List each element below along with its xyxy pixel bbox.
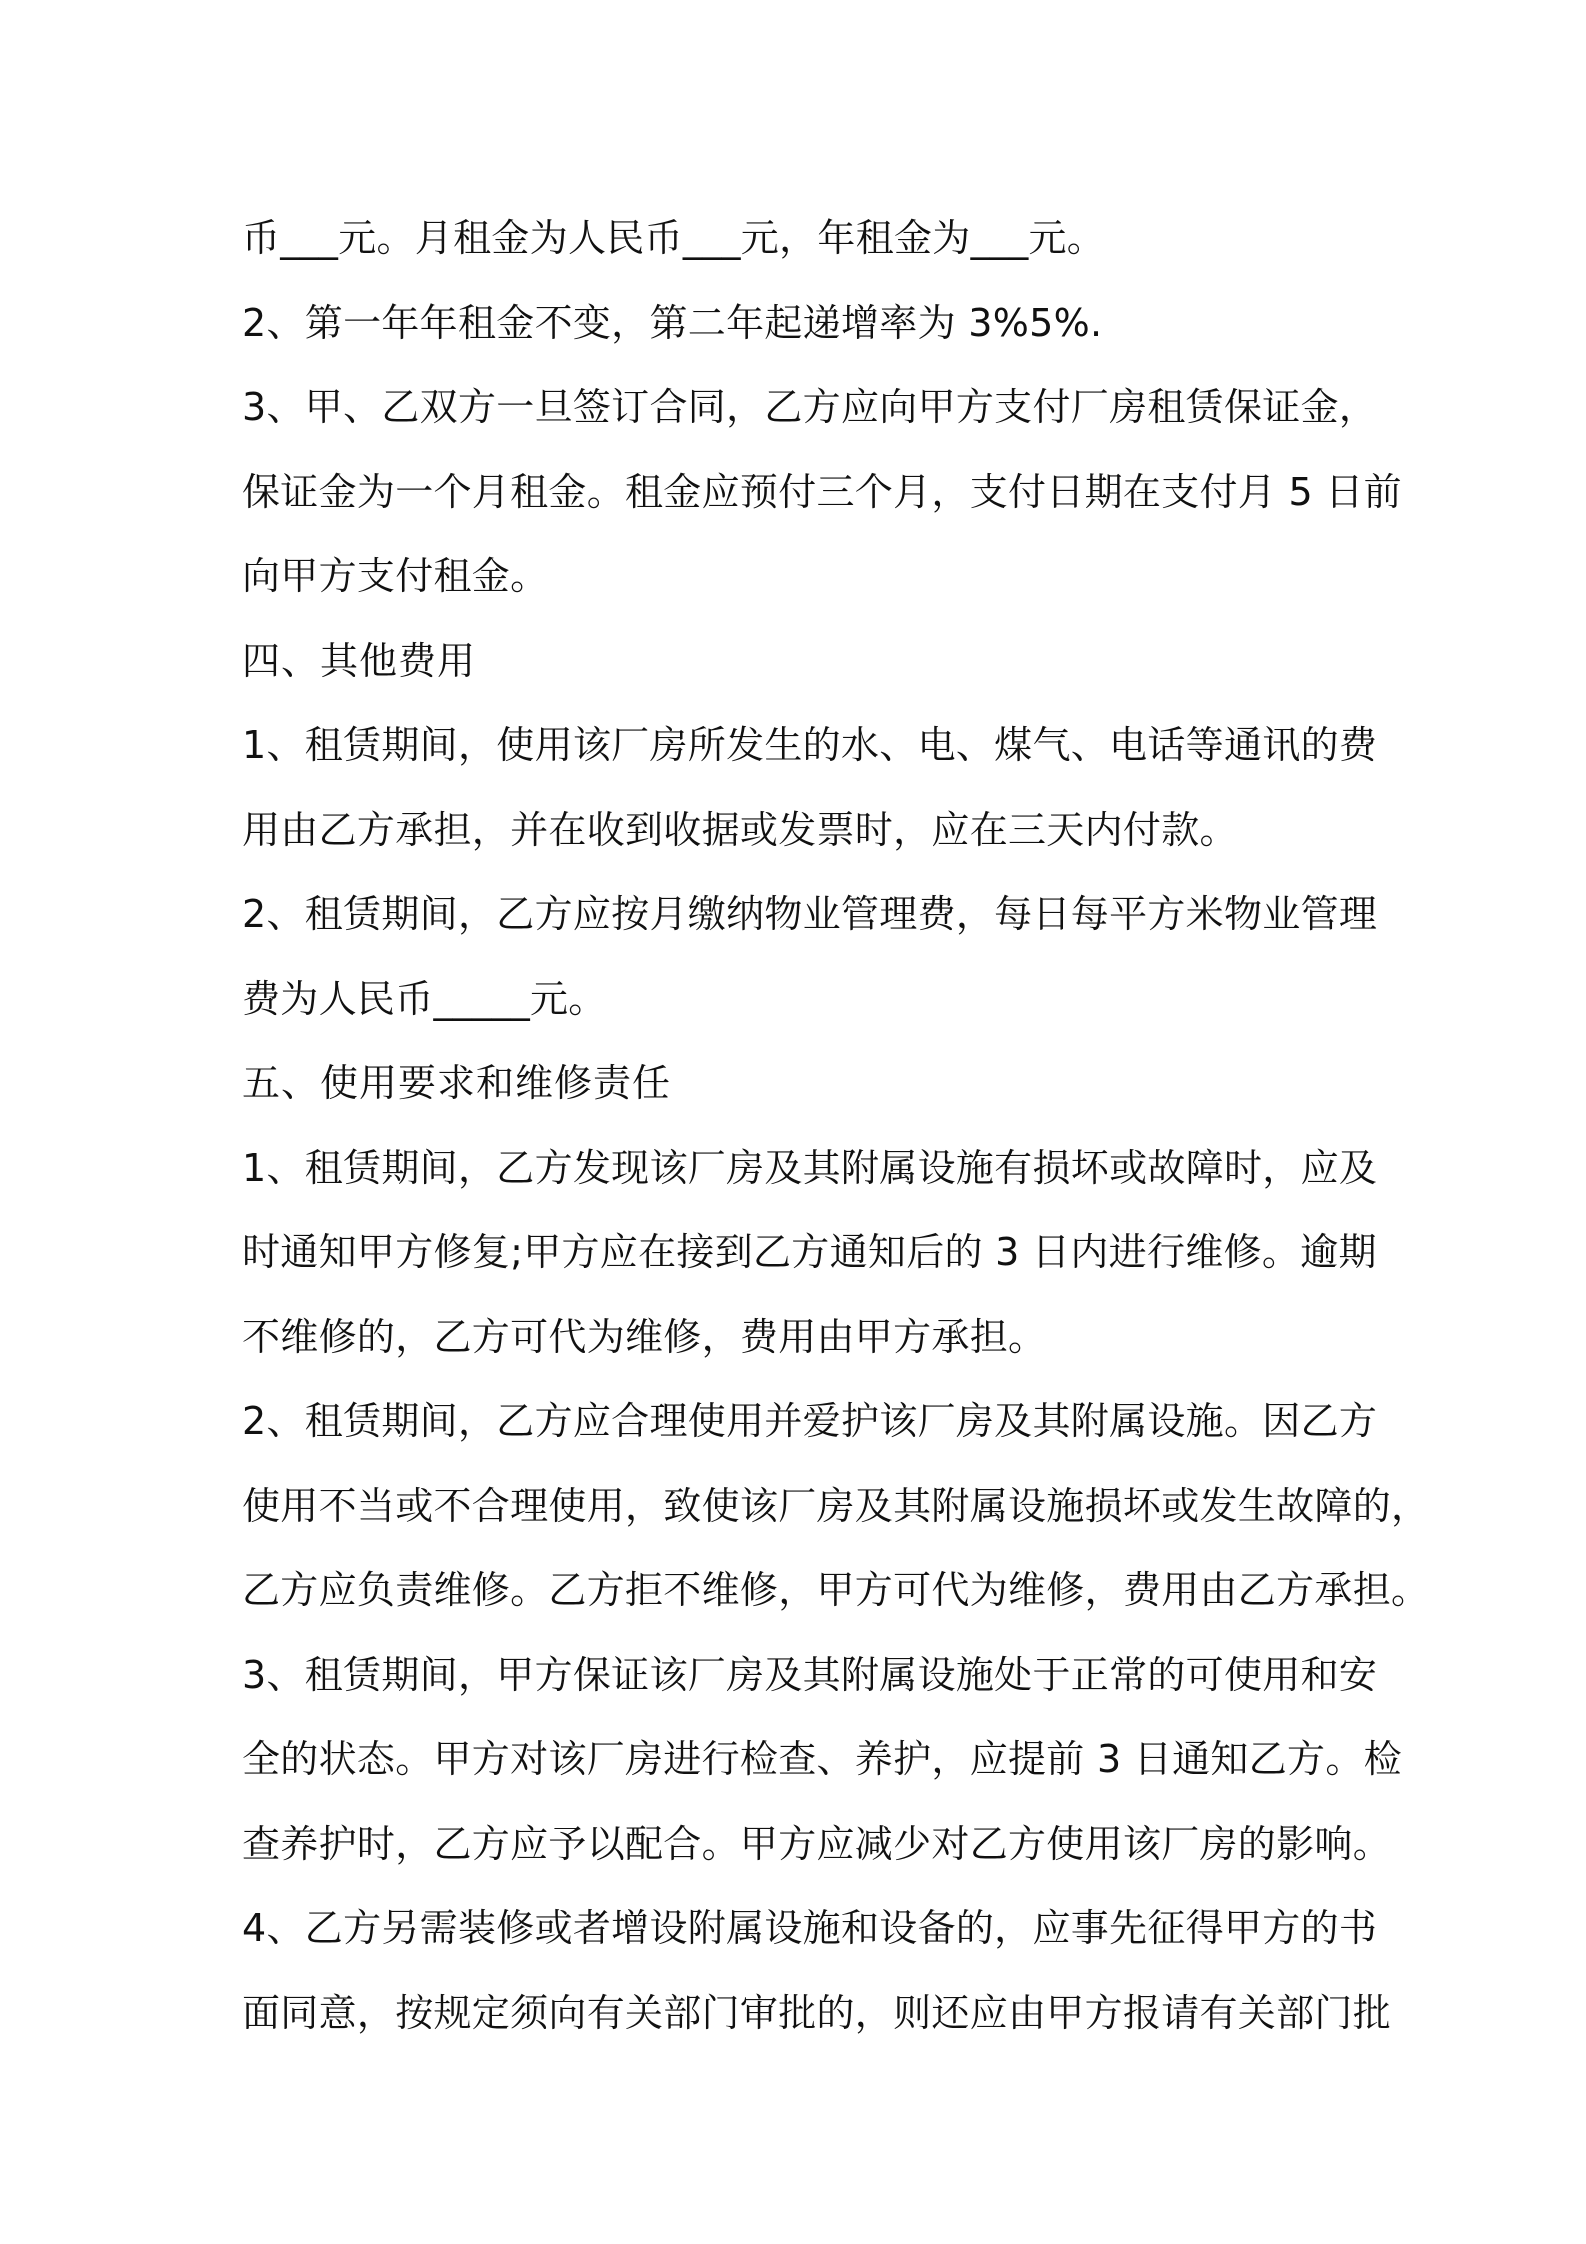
text-line: 乙方应负责维修。乙方拒不维修，甲方可代为维修，费用由乙方承担。 [242,1568,1430,1612]
text-line: 费为人民币_____元。 [242,976,607,1021]
text-line: 面同意，按规定须向有关部门审批的，则还应由甲方报请有关部门批 [242,1990,1392,2035]
section-heading: 五、使用要求和维修责任 [242,1061,672,1105]
text-line: 3、甲、乙双方一旦签订合同，乙方应向甲方支付厂房租赁保证金， [242,385,1378,429]
text-line: 4、乙方另需装修或者增设附属设施和设备的，应事先征得甲方的书 [242,1906,1378,1950]
text-line: 2、租赁期间，乙方应按月缴纳物业管理费，每日每平方米物业管理 [242,892,1378,936]
section-heading: 四、其他费用 [242,638,477,683]
text-line: 全的状态。甲方对该厂房进行检查、养护，应提前 3 日通知乙方。检 [242,1737,1402,1781]
text-line: 3、租赁期间，甲方保证该厂房及其附属设施处于正常的可使用和安 [242,1652,1378,1697]
document-body [242,196,1430,2055]
text-line: 用由乙方承担，并在收到收据或发票时，应在三天内付款。 [242,807,1238,852]
text-line: 1、租赁期间，使用该厂房所发生的水、电、煤气、电话等通讯的费 [242,723,1378,767]
text-line: 1、租赁期间，乙方发现该厂房及其附属设施有损坏或故障时，应及 [242,1145,1378,1190]
text-line: 2、租赁期间，乙方应合理使用并爱护该厂房及其附属设施。因乙方 [242,1399,1378,1443]
text-line: 保证金为一个月租金。租金应预付三个月，支付日期在支付月 5 日前 [242,469,1402,514]
text-line: 向甲方支付租金。 [242,554,549,598]
text-line: 币___元。月租金为人民币___元，年租金为___元。 [242,216,1106,260]
text-line: 查养护时，乙方应予以配合。甲方应减少对乙方使用该厂房的影响。 [242,1821,1392,1866]
text-line: 2、第一年年租金不变，第二年起递增率为 3%5%. [242,300,1103,345]
text-line: 不维修的，乙方可代为维修，费用由甲方承担。 [242,1314,1047,1359]
text-line: 使用不当或不合理使用，致使该厂房及其附属设施损坏或发生故障的， [242,1483,1430,1528]
text-line: 时通知甲方修复;甲方应在接到乙方通知后的 3 日内进行维修。逾期 [242,1230,1377,1274]
